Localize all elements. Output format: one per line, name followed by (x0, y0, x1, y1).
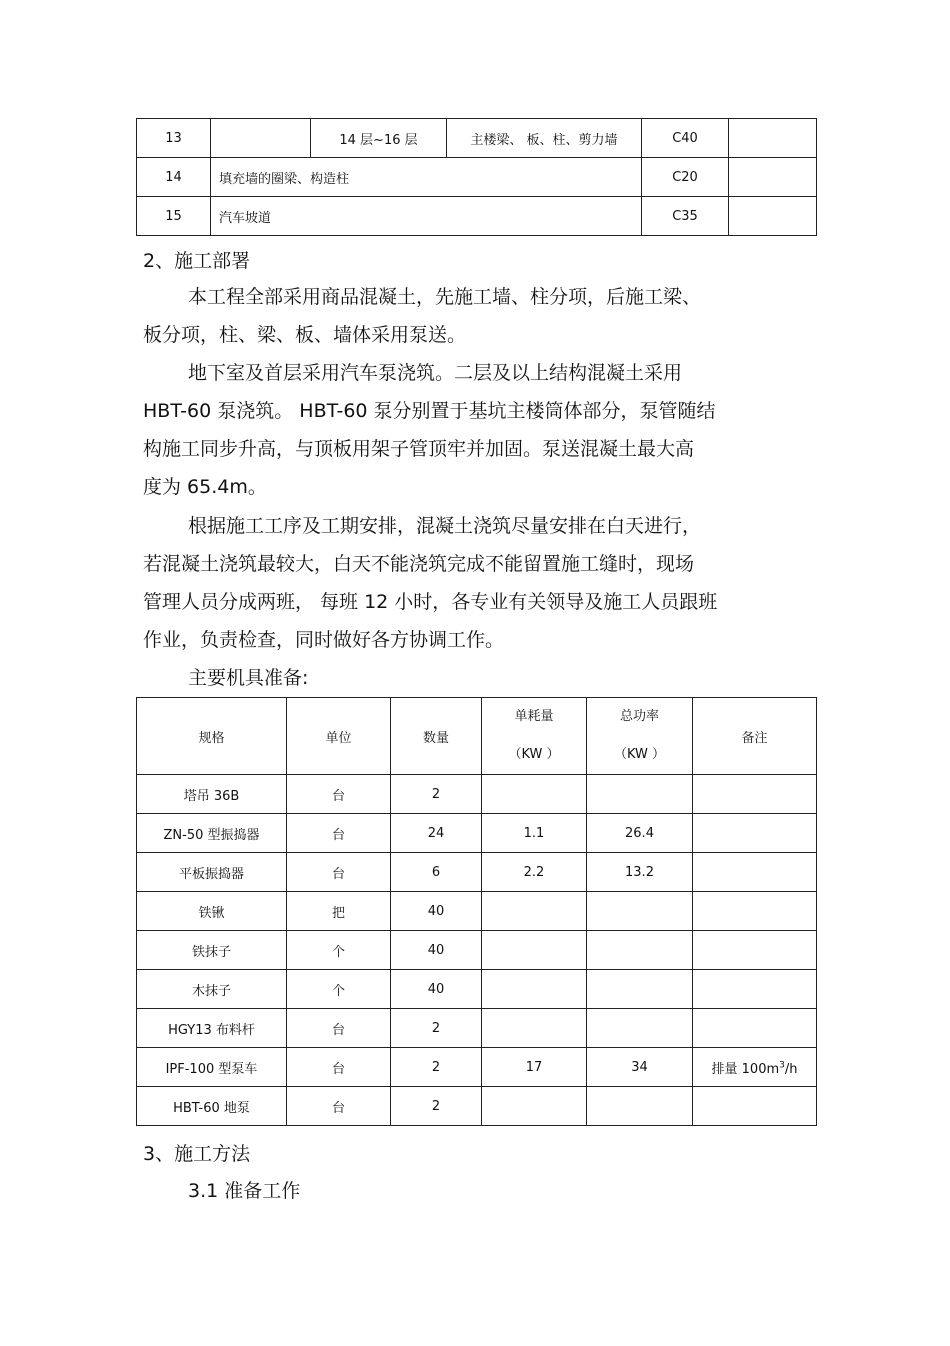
unit-power-cell: 17 (482, 1048, 587, 1087)
unit-cell: 台 (287, 1048, 391, 1087)
concrete-grade-table (136, 118, 817, 236)
table-row (137, 1048, 817, 1087)
subsection-heading: 3.1 准备工作 (188, 1180, 301, 1202)
unit-power-cell (482, 775, 587, 814)
note-cell (693, 853, 817, 892)
note-cell (729, 197, 817, 236)
machinery-table (136, 697, 817, 1126)
spec-cell: 木抹子 (137, 970, 287, 1009)
header-total-power-unit: （KW ） (613, 747, 666, 762)
paragraph-line: 构施工同步升高，与顶板用架子管顶牢并加固。泵送混凝土最大高 (143, 438, 695, 460)
qty-cell: 6 (391, 853, 482, 892)
unit-power-cell (482, 892, 587, 931)
section-heading: 2、施工部署 (143, 250, 251, 272)
row-number: 15 (137, 197, 211, 236)
spec-cell: 平板振捣器 (137, 853, 287, 892)
note-tail: /h (784, 1061, 798, 1077)
table-row (137, 970, 817, 1009)
description-cell: 填充墙的圈梁、构造柱 (211, 158, 642, 197)
row-number: 14 (137, 158, 211, 197)
paragraph-line: 根据施工工序及工期安排，混凝土浇筑尽量安排在白天进行， (188, 515, 702, 537)
floors-cell: 14 层~16 层 (311, 119, 447, 158)
unit-cell: 台 (287, 853, 391, 892)
spec-cell: 塔吊 36B (137, 775, 287, 814)
qty-cell: 2 (391, 775, 482, 814)
paragraph-line: 地下室及首层采用汽车泵浇筑。二层及以上结构混凝土采用 (188, 362, 683, 384)
total-power-cell: 34 (587, 1048, 693, 1087)
header-unit: 单位 (287, 698, 391, 775)
table-row (137, 814, 817, 853)
note-cell (693, 1087, 817, 1126)
grade-cell: C35 (642, 197, 729, 236)
unit-power-cell (482, 970, 587, 1009)
note-cell (693, 1048, 817, 1087)
qty-cell: 2 (391, 1009, 482, 1048)
table-row (137, 1009, 817, 1048)
unit-cell: 台 (287, 1087, 391, 1126)
table-row (137, 1087, 817, 1126)
header-unit-power-label: 单耗量 (514, 709, 554, 724)
spec-cell: ZN-50 型振捣器 (137, 814, 287, 853)
parts-cell: 主楼梁、 板、柱、剪力墙 (447, 119, 642, 158)
total-power-cell (587, 892, 693, 931)
header-total-power (587, 698, 693, 775)
qty-cell: 2 (391, 1048, 482, 1087)
paragraph-line: 板分项，柱、梁、板、墙体采用泵送。 (143, 324, 467, 346)
note-main: 排量 100m (711, 1061, 780, 1077)
note-cell (693, 814, 817, 853)
note-cell (693, 970, 817, 1009)
total-power-cell (587, 775, 693, 814)
paragraph-line: 若混凝土浇筑最较大，白天不能浇筑完成不能留置施工缝时，现场 (143, 553, 695, 575)
header-note: 备注 (693, 698, 817, 775)
unit-cell: 台 (287, 1009, 391, 1048)
paragraph-line: 主要机具准备: (188, 667, 309, 689)
table-row (137, 775, 817, 814)
note-cell (693, 931, 817, 970)
table-cell (211, 119, 311, 158)
total-power-cell (587, 970, 693, 1009)
header-total-power-label: 总功率 (619, 709, 659, 724)
unit-power-cell (482, 931, 587, 970)
table-row (137, 158, 817, 197)
table-row (137, 892, 817, 931)
total-power-cell: 13.2 (587, 853, 693, 892)
total-power-cell (587, 931, 693, 970)
table-header-row (137, 698, 817, 775)
header-spec: 规格 (137, 698, 287, 775)
note-cell (729, 158, 817, 197)
total-power-cell (587, 1087, 693, 1126)
spec-cell: IPF-100 型泵车 (137, 1048, 287, 1087)
paragraph-line: 本工程全部采用商品混凝土，先施工墙、柱分项，后施工梁、 (188, 286, 702, 308)
unit-cell: 把 (287, 892, 391, 931)
spec-cell: 铁抹子 (137, 931, 287, 970)
qty-cell: 24 (391, 814, 482, 853)
note-cell (693, 892, 817, 931)
spec-cell: HBT-60 地泵 (137, 1087, 287, 1126)
grade-cell: C40 (642, 119, 729, 158)
note-cell (729, 119, 817, 158)
qty-cell: 40 (391, 970, 482, 1009)
paragraph-line: 管理人员分成两班， 每班 12 小时，各专业有关领导及施工人员跟班 (143, 591, 718, 613)
unit-cell: 台 (287, 814, 391, 853)
note-cell (693, 775, 817, 814)
qty-cell: 40 (391, 892, 482, 931)
description-cell: 汽车坡道 (211, 197, 642, 236)
qty-cell: 2 (391, 1087, 482, 1126)
unit-power-cell (482, 1087, 587, 1126)
paragraph-line: 作业，负责检查，同时做好各方协调工作。 (143, 629, 505, 651)
unit-power-cell: 1.1 (482, 814, 587, 853)
grade-cell: C20 (642, 158, 729, 197)
table-row (137, 197, 817, 236)
spec-cell: HGY13 布料杆 (137, 1009, 287, 1048)
unit-power-cell: 2.2 (482, 853, 587, 892)
table-row (137, 119, 817, 158)
header-unit-power-unit: （KW ） (508, 747, 560, 762)
unit-cell: 个 (287, 931, 391, 970)
qty-cell: 40 (391, 931, 482, 970)
header-qty: 数量 (391, 698, 482, 775)
total-power-cell: 26.4 (587, 814, 693, 853)
unit-cell: 个 (287, 970, 391, 1009)
table-row (137, 853, 817, 892)
unit-power-cell (482, 1009, 587, 1048)
total-power-cell (587, 1009, 693, 1048)
section-heading: 3、施工方法 (143, 1143, 251, 1165)
spec-cell: 铁锹 (137, 892, 287, 931)
paragraph-line: 度为 65.4m。 (143, 476, 267, 498)
header-unit-power (482, 698, 587, 775)
table-row (137, 931, 817, 970)
row-number: 13 (137, 119, 211, 158)
paragraph-line: HBT-60 泵浇筑。 HBT-60 泵分别置于基坑主楼筒体部分，泵管随结 (143, 400, 716, 422)
unit-cell: 台 (287, 775, 391, 814)
note-superscript: 3 (779, 1060, 785, 1071)
note-cell (693, 1009, 817, 1048)
